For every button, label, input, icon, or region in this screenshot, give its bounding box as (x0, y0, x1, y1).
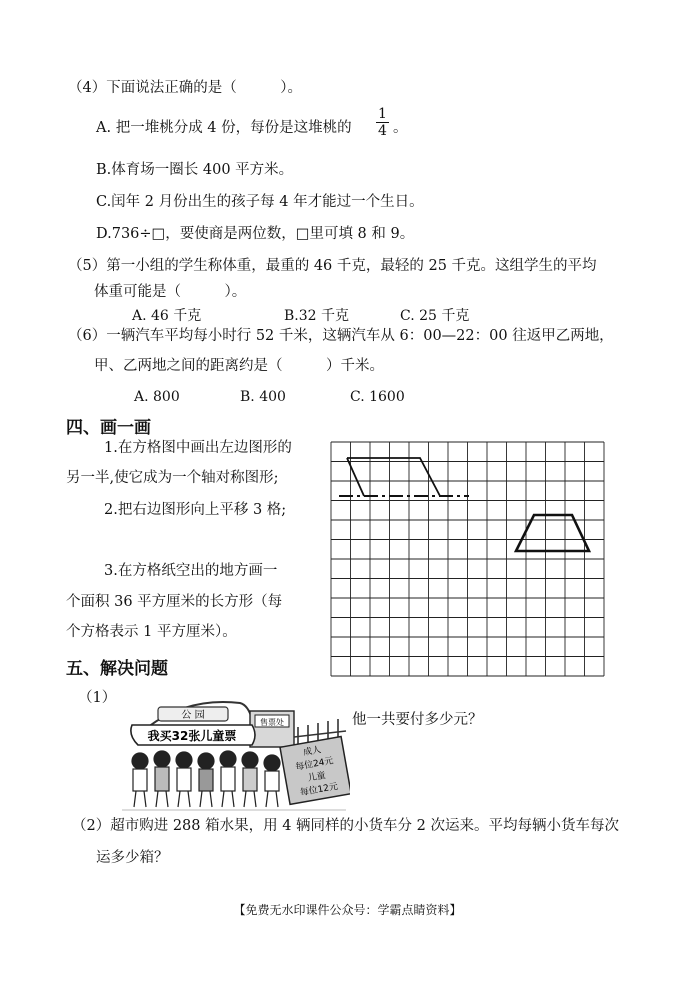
board-adult-price: 每位24元 (294, 756, 335, 773)
section4-item1-line1: 1.在方格图中画出左边图形的 (104, 440, 292, 456)
q4-option-b: B.体育场一圈长 400 平方米。 (96, 162, 294, 178)
section4-item1-line2: 另一半,使它成为一个轴对称图形; (66, 470, 279, 486)
problem1-question: 他一共要付多少元？ (352, 712, 483, 728)
footer-note: 【免费无水印课件公众号：学霸点睛资料】 (233, 903, 462, 917)
speech-bubble-text: 我买32张儿童票 (147, 729, 237, 743)
board-child: 儿童 (307, 770, 327, 784)
board-adult: 成人 (302, 745, 323, 759)
problem2-line1: （2）超市购进 288 箱水果，用 4 辆同样的小货车分 2 次运来。平均每辆小货车每次 (72, 818, 620, 834)
q5-option-c: C. 25 千克 (400, 308, 470, 324)
board-child-price: 每位12元 (299, 781, 339, 799)
q4-option-a: A. 把一堆桃分成 4 份，每份是这堆桃的 (96, 120, 352, 136)
section4-item3-line1: 3.在方格纸空出的地方画一 (104, 563, 278, 579)
ticket-office-sign: 售票处 (260, 718, 284, 727)
q6-option-c: C. 1600 (350, 389, 405, 405)
half-figure (347, 458, 440, 496)
square-grid (327, 438, 625, 681)
q4-option-c: C.闰年 2 月份出生的孩子每 4 年才能过一个生日。 (96, 194, 424, 210)
q5-option-a: A. 46 千克 (132, 308, 202, 324)
price-board (280, 737, 350, 805)
section5-heading: 五、解决问题 (66, 659, 168, 679)
fraction-numerator: 1 (378, 106, 387, 122)
problem1-label: （1） (78, 690, 117, 706)
q5-line2: 体重可能是（ ）。 (94, 284, 247, 300)
q6-option-a: A. 800 (134, 389, 180, 405)
section4-item2: 2.把右边图形向上平移 3 格; (104, 502, 287, 518)
section4-item3-line3: 个方格表示 1 平方厘米）。 (66, 624, 237, 640)
fraction-denominator: 4 (378, 123, 387, 139)
q6-line2: 甲、乙两地之间的距离约是（ ）千米。 (94, 358, 384, 374)
section4-heading: 四、画一画 (66, 418, 151, 438)
q4-option-d: D.736÷□，要使商是两位数，□里可填 8 和 9。 (96, 226, 415, 242)
q4-stem: （4）下面说法正确的是（ ）。 (68, 80, 302, 96)
section4-item3-line2: 个面积 36 平方厘米的长方形（每 (66, 594, 283, 610)
q4-fraction (376, 106, 389, 139)
half-figure-left-edge (347, 458, 364, 496)
ticket-booth-illustration (118, 697, 350, 815)
q6-option-b: B. 400 (240, 389, 286, 405)
park-gate-label: 公 园 (181, 710, 205, 721)
q6-line1: （6）一辆汽车平均每小时行 52 千米，这辆汽车从 6：00—22：00 往返甲乙两地， (68, 328, 614, 344)
q5-line1: （5）第一小组的学生称体重，最重的 46 千克，最轻的 25 千克。这组学生的平均 (68, 258, 597, 274)
q4-option-a-end: 。 (393, 120, 408, 136)
problem2-line2: 运多少箱？ (96, 850, 169, 866)
q5-option-b: B.32 千克 (284, 308, 350, 324)
children-group (132, 751, 280, 807)
